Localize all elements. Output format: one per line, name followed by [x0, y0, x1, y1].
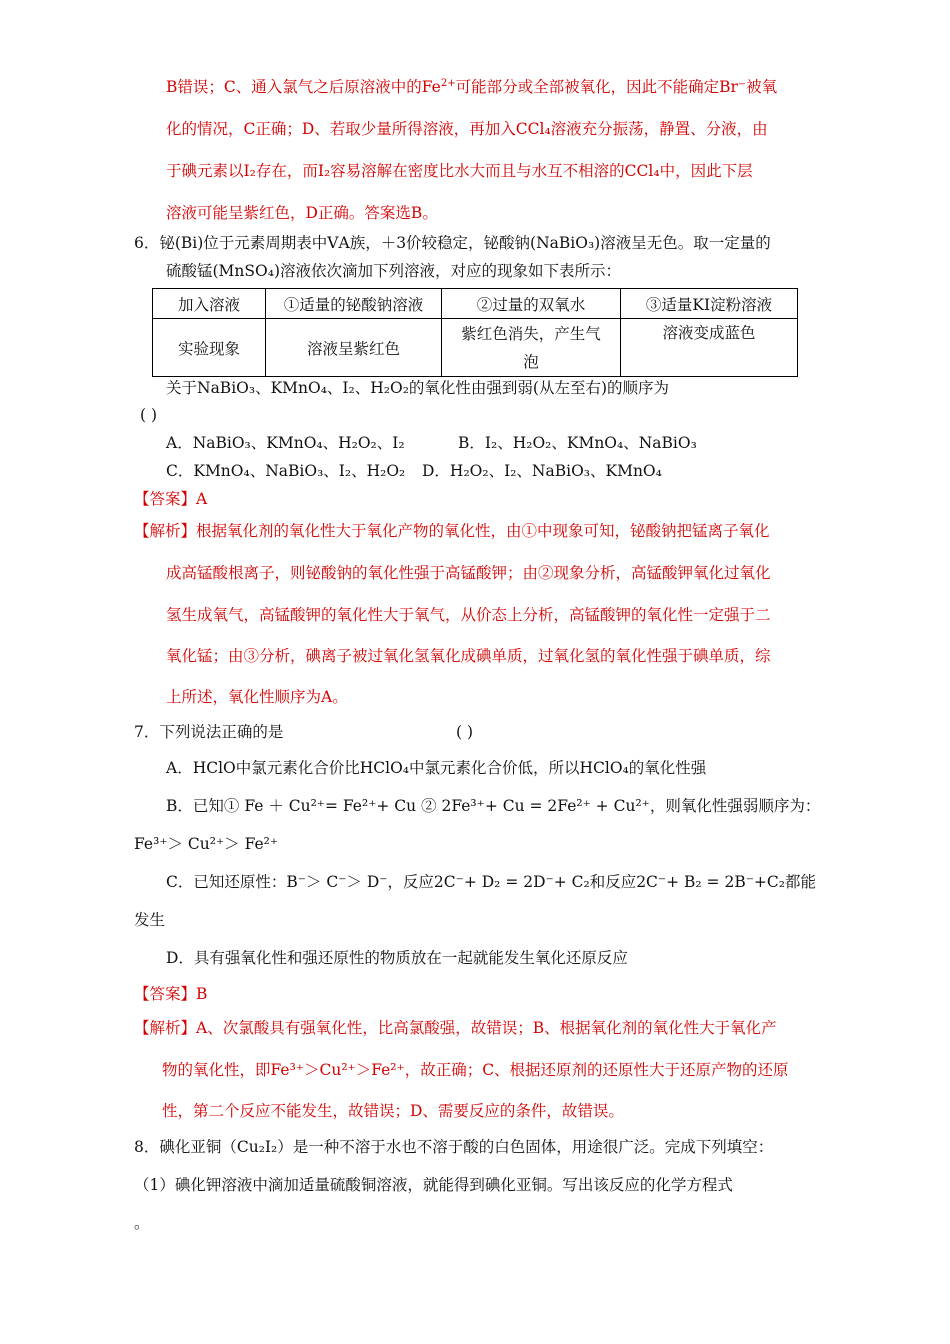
q7-analysis-line-1: 【解析】A、次氯酸具有强氧化性，比高氯酸强，故错误；B、根据氧化剂的氧化性大于氧化产 [134, 1019, 777, 1037]
q6-option-d: D．H₂O₂、I₂、NaBiO₃、KMnO₄ [422, 462, 662, 480]
table-cell: 溶液呈紫红色 [266, 319, 442, 377]
q8-part-1: （1）碘化钾溶液中滴加适量硫酸铜溶液，就能得到碘化亚铜。写出该反应的化学方程式 [134, 1176, 733, 1194]
q6-analysis-line-2: 成高锰酸根离子，则铋酸钠的氧化性强于高锰酸钾；由②现象分析，高锰酸钾氧化过氧化 [166, 564, 771, 582]
table-row-label: 实验现象 [153, 319, 266, 377]
q6-stem-line-1: 6．铋(Bi)位于元素周期表中ⅤA族，＋3价较稳定，铋酸钠(NaBiO₃)溶液呈无色。取一定量的 [134, 234, 771, 252]
q5-analysis-line-3: 于碘元素以I₂存在，而I₂容易溶解在密度比水大而且与水互不相溶的CCl₄中，因此下层 [166, 162, 753, 180]
q6-analysis-line-5: 上所述，氧化性顺序为A。 [166, 688, 348, 706]
q7-option-a: A．HClO中氯元素化合价比HClO₄中氯元素化合价低，所以HClO₄的氧化性强 [166, 759, 707, 777]
q6-analysis-line-3: 氢生成氧气，高锰酸钾的氧化性大于氧气，从价态上分析，高锰酸钾的氧化性一定强于二 [166, 606, 771, 624]
q8-stem: 8．碘化亚铜（Cu₂I₂）是一种不溶于水也不溶于酸的白色固体，用途很广泛。完成下列填空： [134, 1138, 774, 1156]
q6-answer-paren: ( ) [140, 406, 158, 424]
q7-stem: 7．下列说法正确的是 [134, 723, 284, 741]
q7-option-c-line-1: C．已知还原性：B⁻＞ C⁻＞ D⁻，反应2C⁻+ D₂ = 2D⁻+ C₂和反应2C⁻+ B₂ = 2B⁻+C₂都能 [166, 873, 816, 891]
q5-analysis-line-1: B错误；C、通入氯气之后原溶液中的$Fe^{2+}$可能部分或全部被氧化，因此不能确定Br⁻被氧 [166, 77, 778, 96]
table-cell: 溶液变成蓝色 [621, 319, 798, 377]
q7-answer-paren: ( ) [456, 723, 474, 741]
q7-analysis-line-3: 性，第二个反应不能发生，故错误；D、需要反应的条件，故错误。 [162, 1102, 624, 1120]
table-cell: 紫红色消失，产生气 泡 [442, 319, 621, 377]
q7-analysis-line-2: 物的氧化性，即Fe³⁺＞Cu²⁺＞Fe²⁺，故正确；C、根据还原剂的还原性大于还原产物的还原 [162, 1061, 789, 1079]
q7-option-b-line-2: Fe³⁺＞ Cu²⁺＞ Fe²⁺ [134, 835, 279, 853]
q7-option-d: D．具有强氧化性和强还原性的物质放在一起就能发生氧化还原反应 [166, 949, 628, 967]
q7-option-c-line-2: 发生 [134, 911, 166, 929]
table-header-cell: 加入溶液 [153, 289, 266, 319]
q5-analysis-line-4: 溶液可能呈紫红色，D正确。答案选B。 [166, 204, 438, 222]
q6-question: 关于NaBiO₃、KMnO₄、I₂、H₂O₂的氧化性由强到弱(从左至右)的顺序为 [166, 379, 670, 397]
q6-option-c: C．KMnO₄、NaBiO₃、I₂、H₂O₂ [166, 462, 406, 480]
q5-analysis-line-2: 化的情况，C正确；D、若取少量所得溶液，再加入CCl₄溶液充分振荡，静置、分液，由 [166, 120, 768, 138]
table-header-cell: ②过量的双氧水 [442, 289, 621, 319]
q6-answer: 【答案】A [134, 490, 208, 508]
q6-experiment-table [152, 288, 798, 377]
q7-option-b-line-1: B．已知① Fe ＋ Cu²⁺= Fe²⁺+ Cu ② 2Fe³⁺+ Cu = 2Fe²⁺ + Cu²⁺，则氧化性强弱顺序为： [166, 797, 821, 815]
q6-option-a: A．NaBiO₃、KMnO₄、H₂O₂、I₂ [166, 434, 405, 452]
q6-stem-line-2: 硫酸锰(MnSO₄)溶液依次滴加下列溶液，对应的现象如下表所示： [166, 262, 621, 280]
q8-part-1-end: 。 [134, 1214, 150, 1232]
table-header-cell: ③适量KI淀粉溶液 [621, 289, 798, 319]
table-header-cell: ①适量的铋酸钠溶液 [266, 289, 442, 319]
q7-answer: 【答案】B [134, 985, 208, 1003]
q6-analysis-line-4: 氧化锰；由③分析，碘离子被过氧化氢氧化成碘单质，过氧化氢的氧化性强于碘单质，综 [166, 647, 771, 665]
q6-analysis-line-1: 【解析】根据氧化剂的氧化性大于氧化产物的氧化性，由①中现象可知，铋酸钠把锰离子氧化 [134, 522, 770, 540]
q6-option-b: B．I₂、H₂O₂、KMnO₄、NaBiO₃ [458, 434, 697, 452]
